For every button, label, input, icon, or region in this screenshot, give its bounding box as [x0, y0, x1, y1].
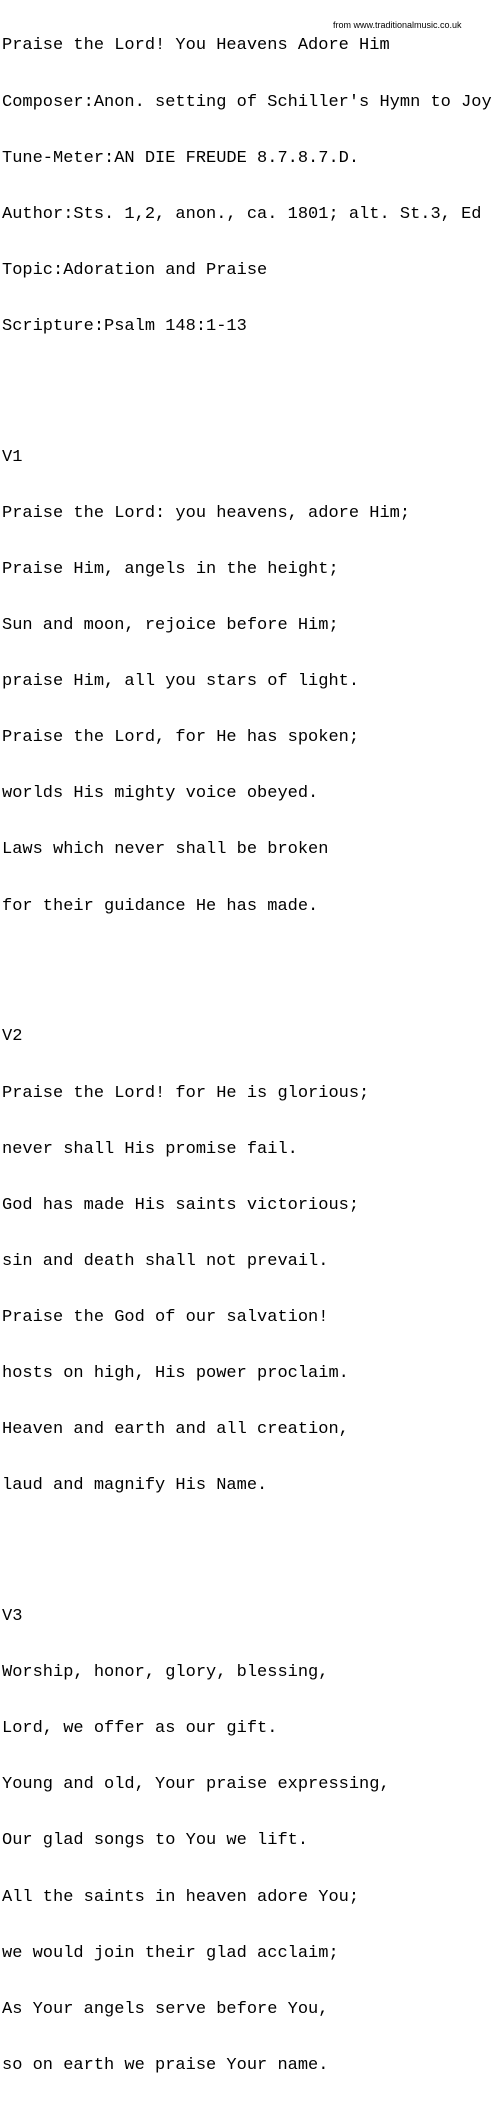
- verse-line: laud and magnify His Name.: [2, 1476, 268, 1496]
- tune-meter-line: Tune-Meter:AN DIE FREUDE 8.7.8.7.D.: [2, 148, 360, 168]
- song-title: Praise the Lord! You Heavens Adore Him: [2, 36, 390, 56]
- verse-line: Young and old, Your praise expressing,: [2, 1775, 390, 1795]
- verse-line: Praise the Lord, for He has spoken;: [2, 728, 360, 748]
- verse-line: for their guidance He has made.: [2, 896, 319, 916]
- composer-line: Composer:Anon. setting of Schiller's Hymn to Joy: [2, 92, 492, 112]
- verse-line: All the saints in heaven adore You;: [2, 1887, 360, 1907]
- blank-line: [2, 954, 492, 973]
- scripture-line: Scripture:Psalm 148:1-13: [2, 316, 247, 336]
- verse-line: Our glad songs to You we lift.: [2, 1831, 309, 1851]
- blank-line: [2, 374, 492, 393]
- verse-label: V2: [2, 1027, 23, 1047]
- verse-line: Worship, honor, glory, blessing,: [2, 1663, 329, 1683]
- verse-line: worlds His mighty voice obeyed.: [2, 784, 319, 804]
- verse-line: praise Him, all you stars of light.: [2, 672, 360, 692]
- verse-line: sin and death shall not prevail.: [2, 1251, 329, 1271]
- source-watermark: from www.traditionalmusic.co.uk: [333, 20, 462, 30]
- topic-line: Topic:Adoration and Praise: [2, 260, 268, 280]
- verse-line: Laws which never shall be broken: [2, 840, 329, 860]
- verse-line: Sun and moon, rejoice before Him;: [2, 616, 339, 636]
- author-line: Author:Sts. 1,2, anon., ca. 1801; alt. St.3, Ed: [2, 204, 482, 224]
- verse-line: never shall His promise fail.: [2, 1139, 298, 1159]
- verse-line: God has made His saints victorious;: [2, 1195, 360, 1215]
- verse-line: Lord, we offer as our gift.: [2, 1719, 278, 1739]
- blank-line: [2, 1533, 492, 1552]
- verse-line: Praise the God of our salvation!: [2, 1307, 329, 1327]
- verse-line: As Your angels serve before You,: [2, 1999, 329, 2019]
- verse-label: V1: [2, 447, 23, 467]
- verse-line: we would join their glad acclaim;: [2, 1943, 339, 1963]
- verse-label: V3: [2, 1607, 23, 1627]
- verse-line: Praise the Lord! for He is glorious;: [2, 1083, 370, 1103]
- verse-line: Heaven and earth and all creation,: [2, 1420, 349, 1440]
- verse-line: Praise the Lord: you heavens, adore Him;: [2, 503, 411, 523]
- verse-line: so on earth we praise Your name.: [2, 2055, 329, 2075]
- lyrics-text: [2, 0, 492, 2113]
- verse-line: Praise Him, angels in the height;: [2, 559, 339, 579]
- verse-line: hosts on high, His power proclaim.: [2, 1363, 349, 1383]
